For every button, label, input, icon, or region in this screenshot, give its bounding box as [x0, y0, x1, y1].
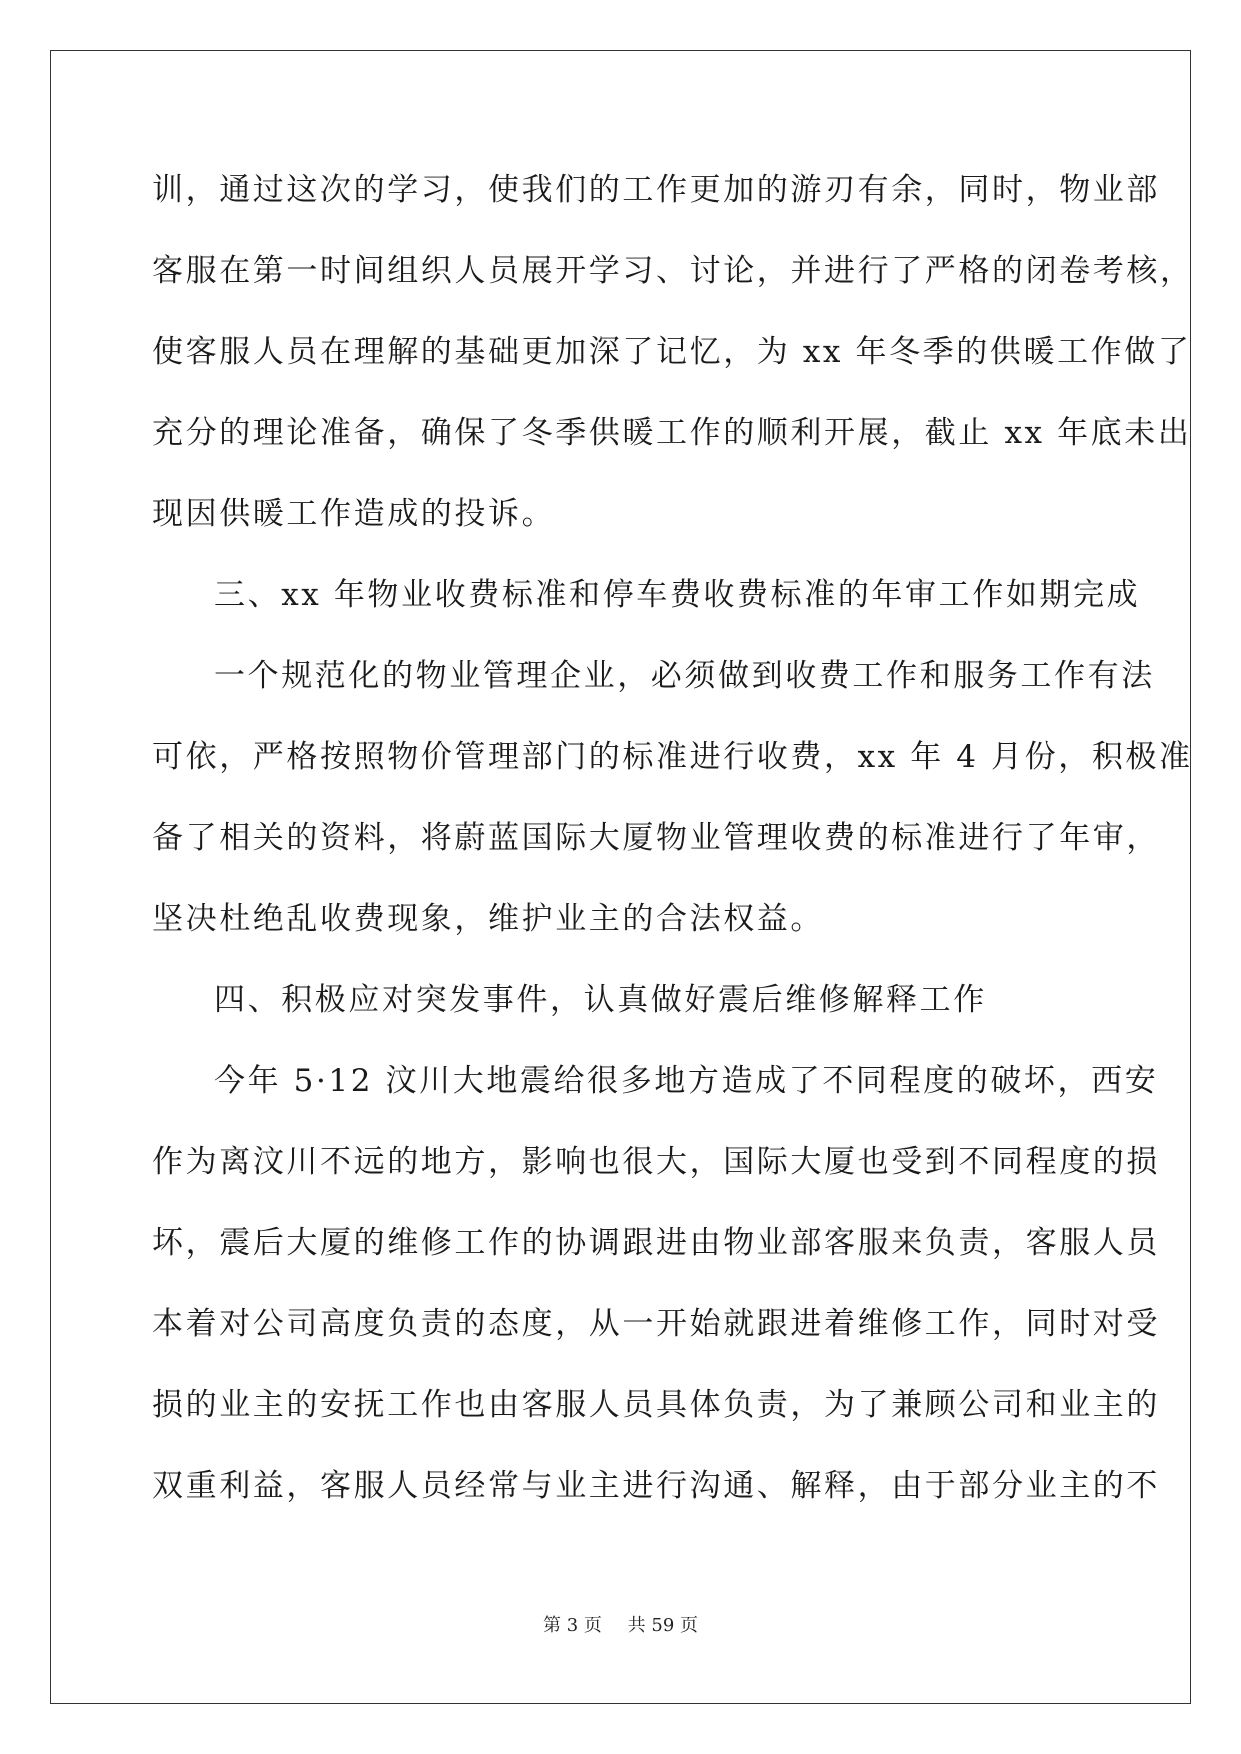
section-heading: 四、积极应对突发事件，认真做好震后维修解释工作: [214, 982, 987, 1018]
text-line: 坚决杜绝乱收费现象，维护业主的合法权益。: [152, 901, 824, 937]
text-line: 充分的理论准备，确保了冬季供暖工作的顺利开展，截止 xx 年底未出: [152, 415, 1192, 451]
page-number: 第 3 页: [543, 1615, 602, 1636]
text-line: 训，通过这次的学习，使我们的工作更加的游刃有余，同时，物业部: [152, 172, 1160, 208]
text-line: 客服在第一时间组织人员展开学习、讨论，并进行了严格的闭卷考核，: [152, 253, 1194, 289]
text-line: 损的业主的安抚工作也由客服人员具体负责，为了兼顾公司和业主的: [152, 1387, 1160, 1423]
text-line: 备了相关的资料，将蔚蓝国际大厦物业管理收费的标准进行了年审，: [152, 820, 1160, 856]
text-line: 今年 5·12 汶川大地震给很多地方造成了不同程度的破坏，西安: [214, 1063, 1159, 1099]
page-total: 共 59 页: [627, 1615, 698, 1636]
text-line: 使客服人员在理解的基础更加深了记忆，为 xx 年冬季的供暖工作做了: [152, 334, 1192, 370]
document-body: [152, 150, 1194, 1527]
text-line: 坏，震后大厦的维修工作的协调跟进由物业部客服来负责，客服人员: [152, 1225, 1160, 1261]
text-line: 作为离汶川不远的地方，影响也很大，国际大厦也受到不同程度的损: [152, 1144, 1160, 1180]
text-line: 可依，严格按照物价管理部门的标准进行收费，xx 年 4 月份，积极准: [152, 739, 1193, 775]
text-line: 现因供暖工作造成的投诉。: [152, 496, 556, 532]
text-line: 一个规范化的物业管理企业，必须做到收费工作和服务工作有法: [214, 658, 1155, 694]
text-line: 双重利益，客服人员经常与业主进行沟通、解释，由于部分业主的不: [152, 1468, 1160, 1504]
text-line: 本着对公司高度负责的态度，从一开始就跟进着维修工作，同时对受: [152, 1306, 1160, 1342]
page-footer: [0, 1611, 1241, 1637]
section-heading: 三、xx 年物业收费标准和停车费收费标准的年审工作如期完成: [214, 577, 1141, 613]
